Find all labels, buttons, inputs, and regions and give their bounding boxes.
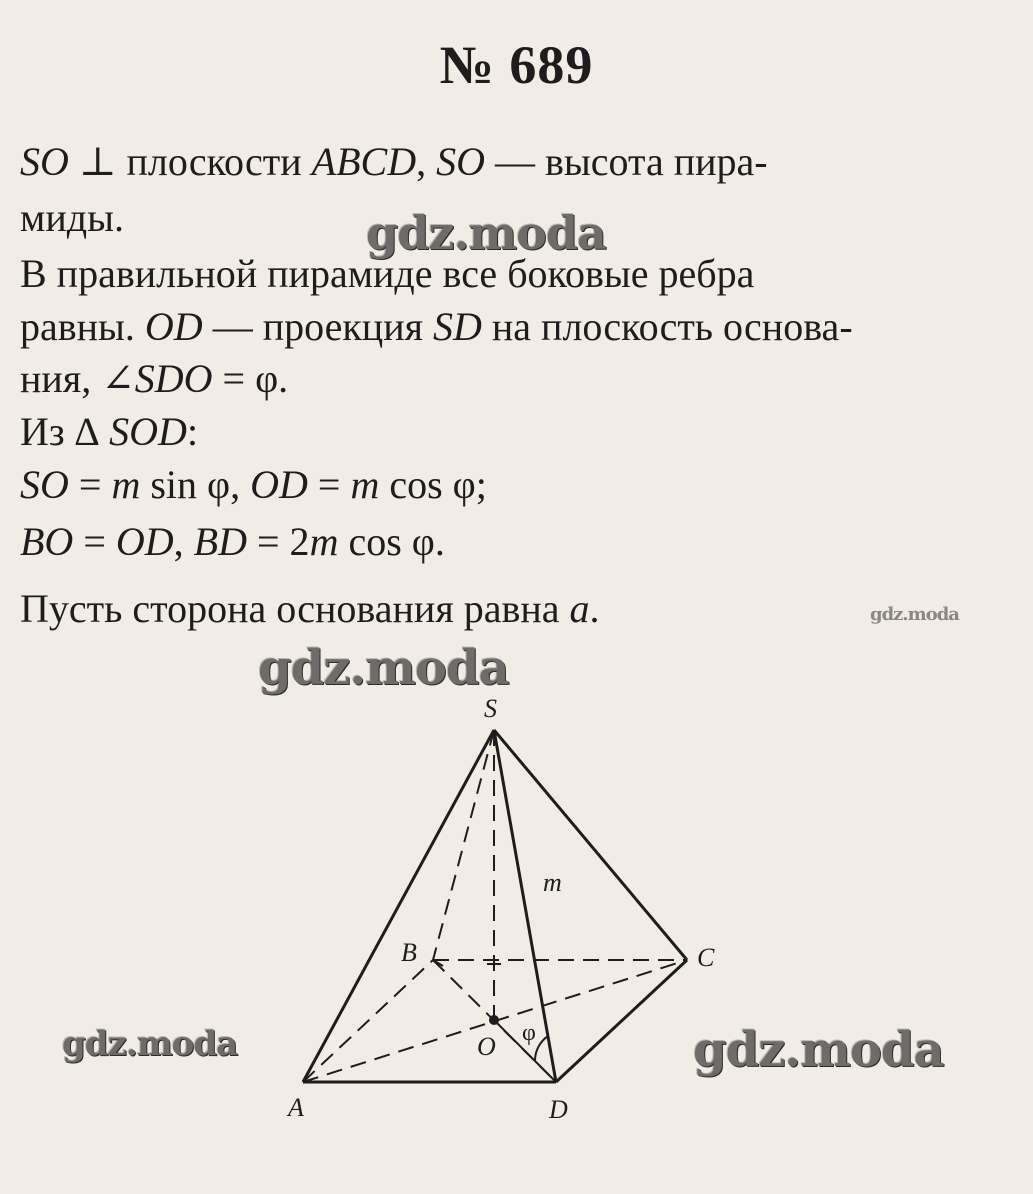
text-fragment: Пусть сторона основания равна <box>20 586 570 631</box>
edge-SB-hidden <box>433 730 494 960</box>
math-symbol: SD <box>433 304 482 349</box>
math-symbol: BO <box>20 519 74 564</box>
text-fragment: : <box>186 409 199 454</box>
text-fragment: равны. <box>20 304 145 349</box>
watermark: gdz.moda <box>693 1022 944 1078</box>
text-fragment: = φ. <box>212 356 289 401</box>
text-fragment: = 2 <box>247 519 310 564</box>
label-m: m <box>543 868 562 897</box>
label-C: C <box>697 943 715 972</box>
watermark: gdz.moda <box>62 1024 238 1064</box>
text-fragment: Из ∆ <box>20 409 110 454</box>
math-symbol: BD <box>193 519 247 564</box>
text-fragment: ⊥ плоскости <box>68 139 312 184</box>
math-symbol: SDO <box>134 356 213 401</box>
math-symbol: OD <box>250 462 308 507</box>
math-symbol: a <box>569 586 590 631</box>
watermark: gdz.moda <box>258 640 509 696</box>
label-A: A <box>288 1093 304 1122</box>
math-symbol: m <box>111 462 141 507</box>
text-fragment: = <box>68 462 112 507</box>
text-fragment: = <box>307 462 351 507</box>
edge-SA <box>303 730 494 1082</box>
text-fragment: , <box>173 519 194 564</box>
text-fragment: В правильной пирамиде все боковые ребра <box>20 251 755 296</box>
label-D: D <box>549 1095 568 1124</box>
text-fragment: миды. <box>20 195 124 240</box>
problem-number: № 689 <box>439 35 594 95</box>
math-symbol: OD <box>115 519 174 564</box>
angle-phi-arc <box>535 1036 548 1061</box>
edge-AB-hidden <box>303 960 433 1082</box>
text-fragment: на плоскость основа- <box>481 304 853 349</box>
text-fragment: , <box>416 139 437 184</box>
text-fragment: cos φ. <box>338 519 445 564</box>
math-symbol: SO <box>20 139 69 184</box>
math-symbol: m <box>309 519 339 564</box>
math-symbol: OD <box>144 304 203 349</box>
label-O: O <box>477 1032 496 1061</box>
watermark: gdz.moda <box>870 604 959 625</box>
text-fragment: cos φ; <box>379 462 487 507</box>
math-symbol: m <box>350 462 380 507</box>
text-fragment: — высота пира- <box>485 139 768 184</box>
math-symbol: SO <box>436 139 485 184</box>
math-symbol: ABCD <box>311 139 417 184</box>
text-fragment: . <box>589 586 600 631</box>
label-S: S <box>484 694 497 723</box>
text-fragment: ния, ∠ <box>20 356 135 401</box>
edge-DC <box>556 960 687 1082</box>
text-fragment: — проекция <box>202 304 433 349</box>
label-B: B <box>401 938 417 967</box>
edge-SC <box>494 730 687 960</box>
text-fragment: sin φ, <box>140 462 251 507</box>
watermark: gdz.moda <box>366 206 606 260</box>
point-O <box>489 1015 499 1025</box>
math-symbol: SOD <box>109 409 187 454</box>
text-fragment: = <box>73 519 116 564</box>
label-phi: φ <box>522 1020 536 1046</box>
math-symbol: SO <box>20 462 69 507</box>
